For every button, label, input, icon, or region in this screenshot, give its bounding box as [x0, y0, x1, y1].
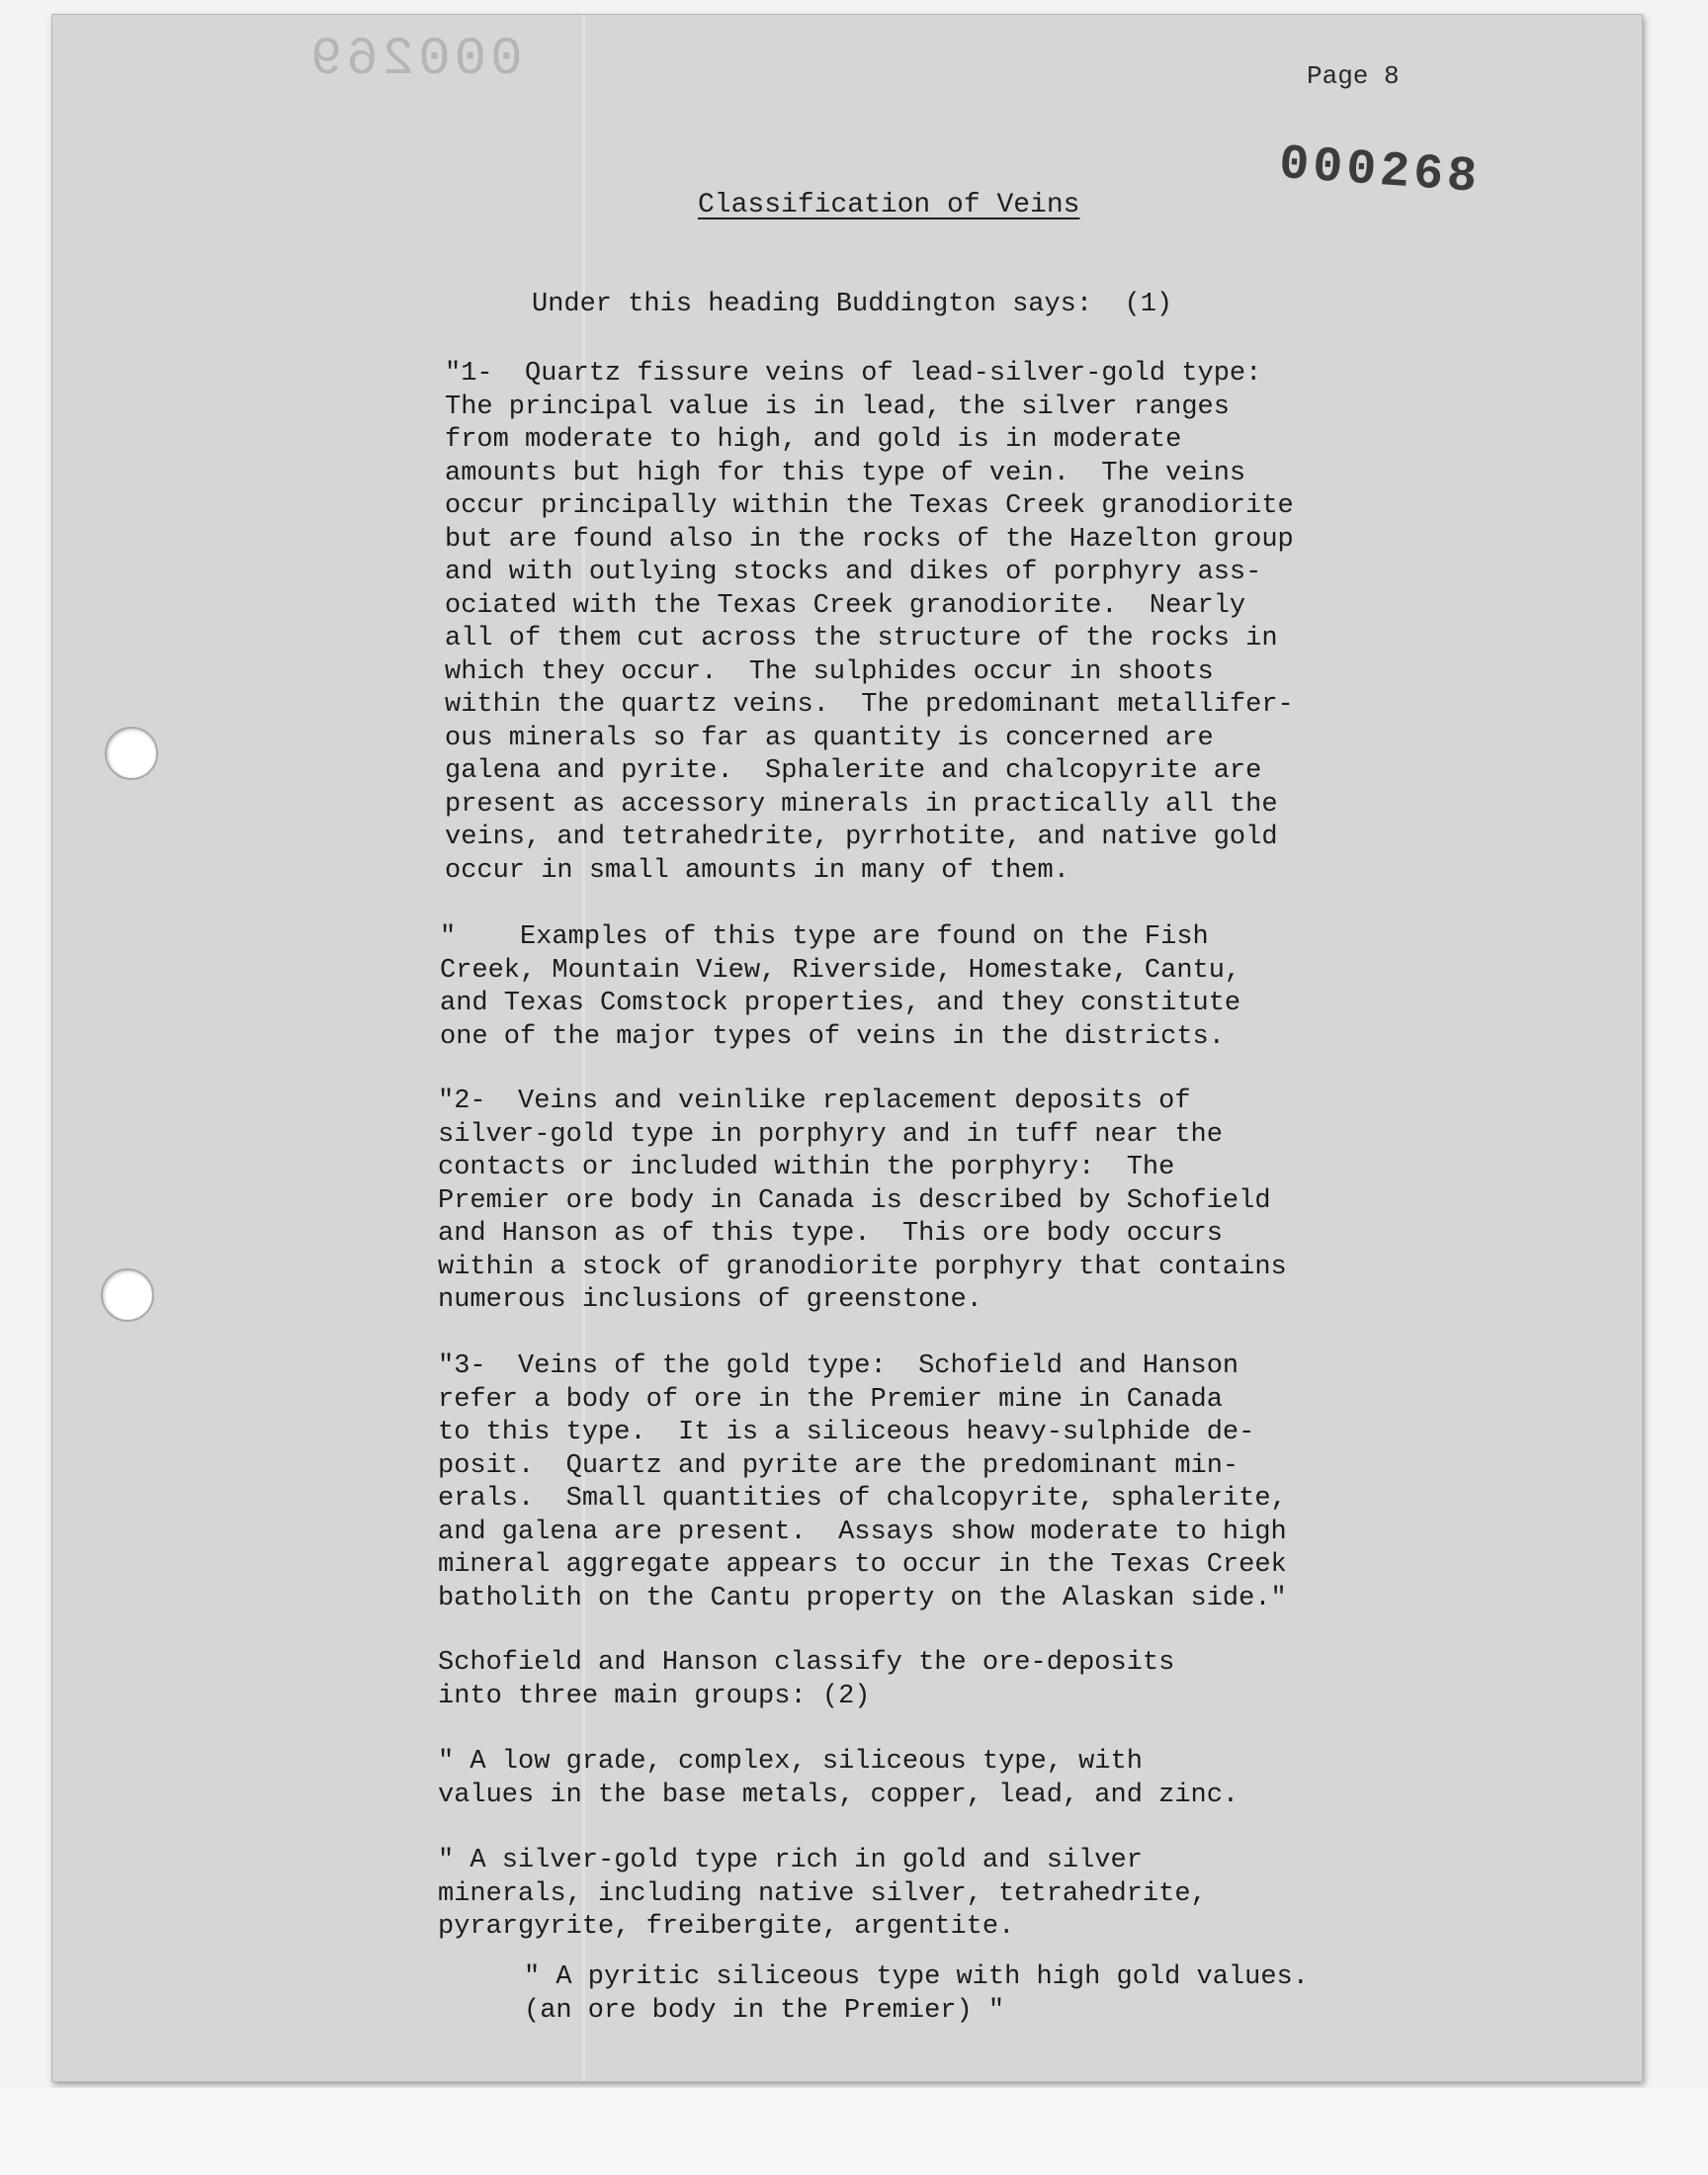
- document-number-stamp: 000268: [1277, 135, 1483, 208]
- page-title: Classification of Veins: [698, 190, 1080, 220]
- summary-paragraph: Schofield and Hanson classify the ore-deposits into three main groups: (2): [438, 1648, 1175, 1711]
- group-item-2: " A silver-gold type rich in gold and silver minerals, including native silver, tetrahedrite, pyrargyrite, freibergite, argentite.: [438, 1846, 1207, 1942]
- punch-hole: [105, 727, 158, 780]
- quoted-paragraph-1: "1- Quartz fissure veins of lead-silver-gold type: The principal value is in lead, the silver ranges from moderate to high, and gold is in moderate amounts but high for this type of vein. The veins occur principally within the Texas Creek granodiorite but are found also in the rocks of the Hazelton group and with outlying stocks and dikes of porphyry ass- ociated with the Texas Creek granodiorite. Nearly all of them cut across the structure of the rocks in which they occur. The sulphides occur in shoots within the quartz veins. The predominant metallifer- ous minerals so far as quantity is concerned are galena and pyrite. Sphalerite and chalcopyrite are present as accessory minerals in practically all the veins, and tetrahedrite, pyrrhotite, and native gold occur in small amounts in many of them.: [445, 359, 1294, 886]
- punch-hole: [101, 1268, 154, 1322]
- page-number: Page 8: [1307, 61, 1400, 91]
- group-item-3: " A pyritic siliceous type with high gold values. (an ore body in the Premier) ": [524, 1962, 1309, 2026]
- quoted-paragraph-2: "2- Veins and veinlike replacement deposits of silver-gold type in porphyry and in tuff near the contacts or included within the porphyry: The Premier ore body in Canada is described by Schofield and Hanson as of this type. This ore body occurs within a stock of granodiorite porphyry that contains numerous inclusions of greenstone.: [438, 1087, 1287, 1315]
- intro-paragraph: Under this heading Buddington says: (1): [532, 290, 1173, 319]
- scan-margin: [0, 2088, 1708, 2175]
- quoted-paragraph-3: "3- Veins of the gold type: Schofield and Hanson refer a body of ore in the Premier mine in Canada to this type. It is a siliceous heavy-sulphide de- posit. Quartz and pyrite are the predominant min- erals. Small quantities of chalcopyrite, sphalerite, and galena are present. Assays show moderate to high mineral aggregate appears to occur in the Texas Creek batholith on the Cantu property on the Alaskan side.": [438, 1351, 1287, 1613]
- group-item-1: " A low grade, complex, siliceous type, with values in the base metals, copper, lead, and zinc.: [438, 1747, 1239, 1810]
- quoted-paragraph-examples: " Examples of this type are found on the Fish Creek, Mountain View, Riverside, Homestake, Cantu, and Texas Comstock properties, and they constitute one of the major types of veins in the districts.: [440, 922, 1241, 1052]
- bleed-through-stamp: 000269: [306, 30, 523, 90]
